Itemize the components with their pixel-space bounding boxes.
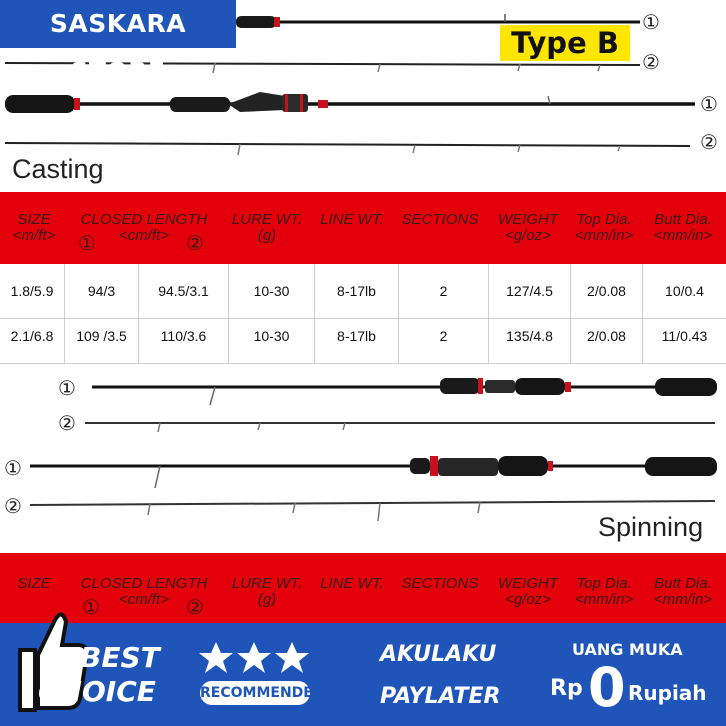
rating-stars: [198, 640, 310, 676]
table-row: [0, 309, 726, 364]
marker-one: ①: [642, 10, 660, 34]
table-cell: 10-30: [228, 309, 314, 363]
table-cell: 2/0.08: [570, 264, 642, 318]
table-cell: 2: [398, 309, 488, 363]
header-top-dia: Top Dia. <mm/in>: [574, 575, 634, 608]
table-cell: 2/0.08: [570, 309, 642, 363]
spinning-rod-1-segment-2: [85, 423, 715, 432]
marker-two: ②: [700, 130, 718, 154]
spinning-rod-2-segment-1: [30, 456, 717, 488]
star-icon: [275, 642, 309, 673]
paylater-label: PAYLATER: [380, 684, 501, 709]
table-cell: 10-30: [228, 264, 314, 318]
table-cell: 127/4.5: [488, 264, 570, 318]
table-cell: 110/3.6: [138, 309, 228, 363]
table-cell: 2.1/6.8: [10, 328, 54, 344]
marker-two: ②: [58, 411, 76, 435]
rupiah-label: Rupiah: [628, 681, 707, 705]
table-cell: 8-17lb: [314, 309, 398, 363]
table-cell: 94.5/3.1: [138, 264, 228, 318]
table-cell: 109 /3.5: [64, 309, 138, 363]
star-icon: [199, 642, 233, 673]
table-cell: 1.8/5.9: [10, 283, 54, 299]
header-weight: WEIGHT <g/oz>: [498, 211, 558, 244]
header-closed-length: CLOSED LENGTH <cm/ft>: [80, 211, 208, 244]
casting-rod-2-segment-2: [5, 143, 690, 155]
table-cell: 11/0.43: [642, 309, 726, 363]
header-weight: WEIGHT <g/oz>: [498, 575, 558, 608]
recommended-badge: RECOMMENDED: [200, 681, 310, 705]
star-icon: [237, 642, 271, 673]
marker-two: ②: [4, 494, 22, 518]
best-label: BEST: [80, 641, 160, 674]
type-badge: Type B: [500, 25, 630, 61]
header-marker-one: ①: [82, 595, 100, 619]
rp-label: Rp: [550, 676, 583, 701]
header-butt-dia: Butt Dia. <mm/in>: [653, 575, 713, 608]
zero-amount: 0: [588, 656, 626, 719]
header-sections: SECTIONS: [401, 211, 479, 228]
table-cell: 8-17lb: [314, 264, 398, 318]
header-line-wt: LINE WT.: [320, 575, 384, 592]
header-marker-two: ②: [186, 231, 204, 255]
table-cell: 10/0.4: [642, 264, 726, 318]
marker-one: ①: [58, 376, 76, 400]
uang-muka-label: UANG MUKA: [572, 640, 683, 659]
header-size: SIZE <m/ft>: [12, 211, 56, 244]
marker-one: ①: [4, 456, 22, 480]
header-size: SIZE: [17, 575, 51, 592]
header-sections: SECTIONS: [401, 575, 479, 592]
table-cell: 94/3: [64, 264, 138, 318]
store-badge: SASKARA STORE: [0, 0, 236, 48]
table-cell: 2: [398, 264, 488, 318]
casting-label: Casting: [12, 154, 104, 184]
spinning-label: Spinning: [598, 512, 704, 542]
header-marker-two: ②: [186, 595, 204, 619]
marker-two: ②: [642, 50, 660, 74]
marker-one: ①: [700, 92, 718, 116]
header-butt-dia: Butt Dia. <mm/in>: [653, 211, 713, 244]
choice-label: CHOICE: [38, 675, 156, 708]
header-closed-length: CLOSED LENGTH <cm/ft>: [80, 575, 208, 608]
header-lure-wt: LURE WT. (g): [231, 211, 303, 244]
header-top-dia: Top Dia. <mm/in>: [574, 211, 634, 244]
akulaku-label: AKULAKU: [380, 642, 497, 667]
header-line-wt: LINE WT.: [320, 211, 384, 228]
spinning-rod-1-segment-1: [92, 378, 717, 405]
header-marker-one: ①: [78, 231, 96, 255]
header-lure-wt: LURE WT. (g): [231, 575, 303, 608]
table-cell: 135/4.8: [488, 309, 570, 363]
